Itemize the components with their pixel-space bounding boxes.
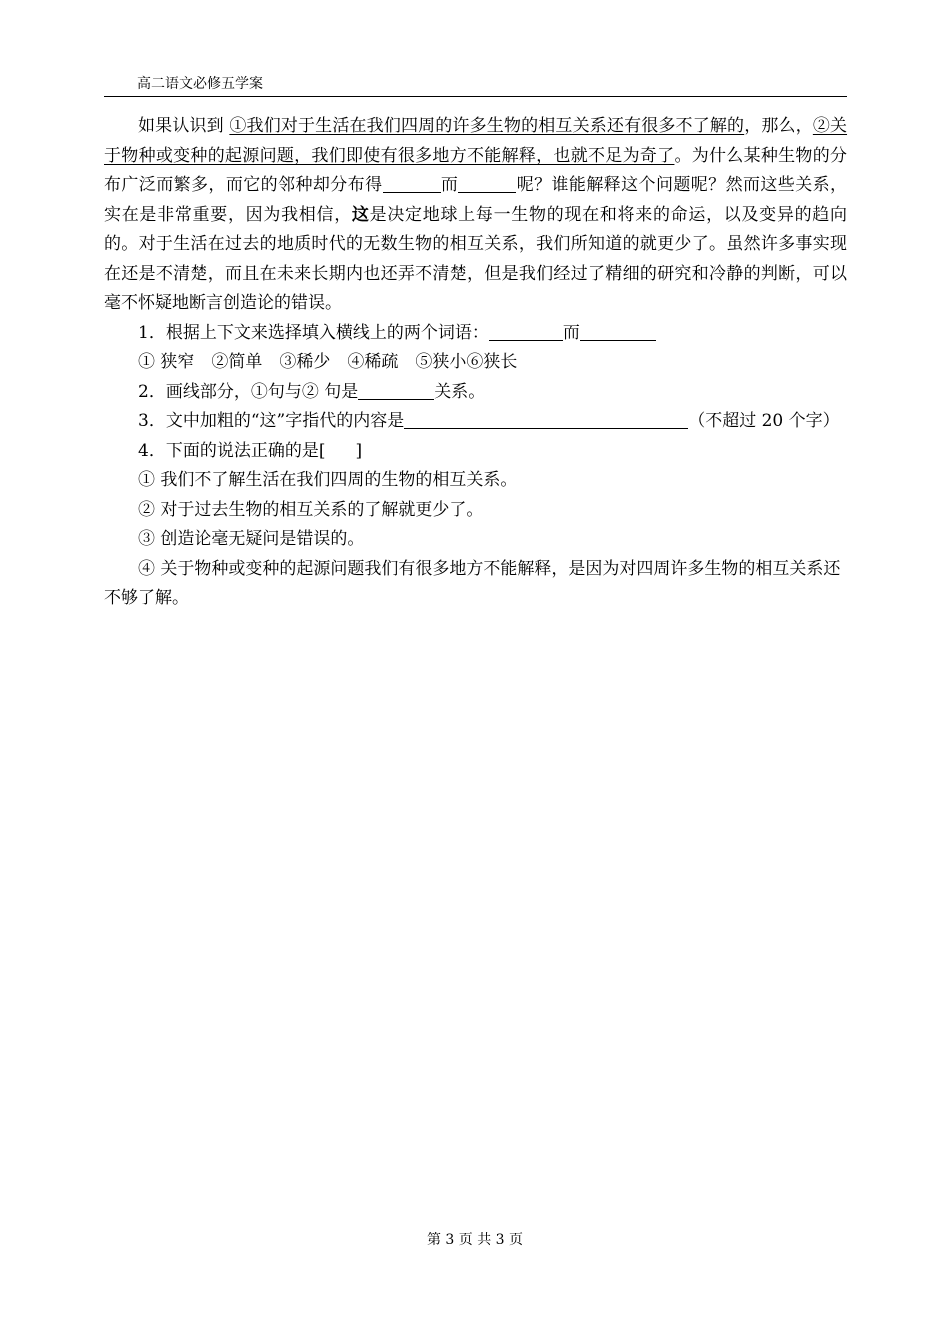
- question-1-options: ① 狭窄 ②简单 ③稀少 ④稀疏 ⑤狭小⑥狭长: [138, 352, 518, 372]
- question-4-close: ]: [355, 440, 363, 461]
- question-3: [104, 407, 847, 437]
- passage-text: 。为什么某种生物的分布广泛而繁多，而它的邻种却分布得: [104, 145, 848, 195]
- question-4-choice: ④ 关于物种或变种的起源问题我们有很多地方不能解释，是因为对四周许多生物的相互关系还不够了解。: [104, 558, 841, 608]
- question-2: [104, 378, 847, 408]
- document-body: [104, 112, 847, 614]
- question-4-choice: ③ 创造论毫无疑问是错误的。: [138, 529, 365, 549]
- question-1: [104, 319, 847, 349]
- underlined-sentence-1: ①我们对于生活在我们四周的许多生物的相互关系还有很多不了解的: [229, 116, 745, 136]
- question-3-prompt: 3．文中加粗的“这”字指代的内容是: [138, 411, 405, 431]
- passage-text: ，那么，: [744, 116, 813, 136]
- bold-word: 这: [351, 204, 370, 225]
- passage-text: 呢？谁能解释这个问题呢？然而这些关系，实在是非常重要，因为我相信，: [104, 175, 848, 225]
- underlined-sentence-2: ②关于物种或变种的起源问题，我们即使有很多地方不能解释，也就不足为奇了: [104, 116, 848, 166]
- page-footer: 第 3 页 共 3 页: [426, 1232, 524, 1248]
- question-1-prompt: 1．根据上下文来选择填入横线上的两个词语：: [138, 322, 489, 343]
- question-1-blank-2[interactable]: [580, 322, 656, 341]
- passage-text: 如果认识到: [138, 116, 230, 136]
- question-4-prompt: 4．下面的说法正确的是[: [138, 440, 326, 461]
- question-4: [104, 437, 847, 467]
- page-header: [104, 74, 847, 97]
- passage-text: 而: [440, 175, 459, 195]
- question-4-choice: ② 对于过去生物的相互关系的了解就更少了。: [138, 499, 484, 520]
- fill-blank-1[interactable]: [383, 174, 441, 193]
- question-2-prompt: 2．画线部分，①句与② 句是: [138, 381, 359, 402]
- fill-blank-2[interactable]: [458, 174, 516, 193]
- header-title: 高二语文必修五学案: [137, 76, 263, 92]
- question-1-mid: 而: [562, 322, 580, 343]
- question-3-blank[interactable]: [404, 410, 688, 429]
- question-3-suffix: （不超过 20 个字）: [688, 411, 840, 431]
- passage-text: 是决定地球上每一生物的现在和将来的命运，以及变异的趋向的。对于生活在过去的地质时代的无数生物的相互关系，我们所知道的就更少了。虽然许多事实现在还是不清楚，而且在未来长期内也还弄不清楚，但是我们经过了精细的研究和冷静的判断，可以毫不怀疑地断言创造论的错误。: [104, 204, 848, 313]
- question-1-blank-1[interactable]: [489, 322, 563, 341]
- question-4-choice: ① 我们不了解生活在我们四周的生物的相互关系。: [138, 470, 518, 490]
- question-2-blank[interactable]: [358, 381, 434, 400]
- passage-paragraph: [104, 112, 847, 319]
- question-2-suffix: 关系。: [434, 381, 486, 402]
